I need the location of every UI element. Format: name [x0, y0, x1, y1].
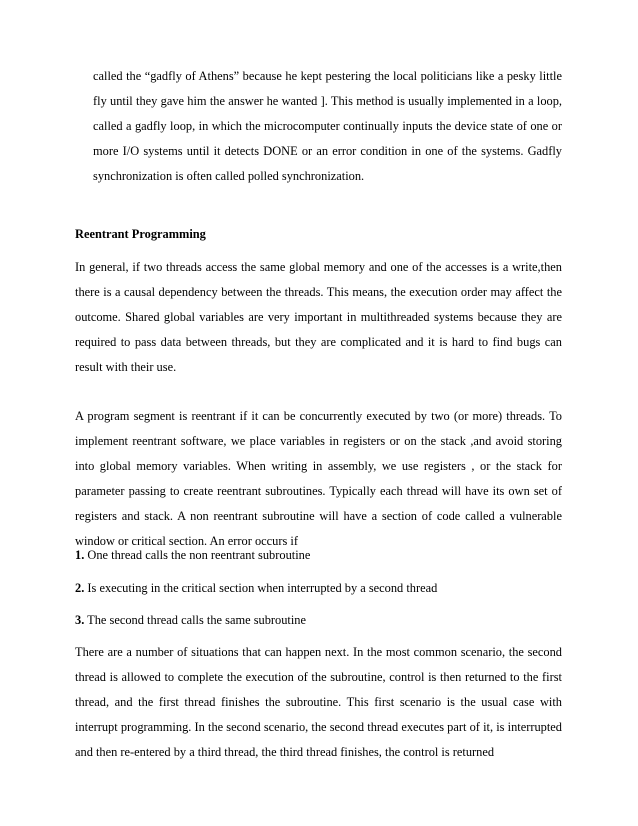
paragraph-reentrant-definition: A program segment is reentrant if it can be concurrently executed by two (or more) threads. To implement reentrant software, we place variables in registers or on the stack ,and avoid storing into global memory variables. When writing in assembly, we use registers , or the stack for parameter passing to create reentrant subroutines. Typically each thread will have its own set of registers and stack. A non reentrant subroutine will have a section of code called a vulnerable window or critical section. An error occurs if — [75, 409, 562, 548]
list-item-3 — [75, 608, 562, 633]
list-item-1 — [75, 543, 562, 568]
list-text: One thread calls the non reentrant subroutine — [84, 548, 311, 562]
paragraph-scenarios: There are a number of situations that can happen next. In the most common scenario, the second thread is allowed to complete the execution of the subroutine, control is then returned to the first thread, and the first thread finishes the subroutine. This first scenario is the usual case with interrupt programming. In the second scenario, the second thread executes part of it, is interrupted and then re-entered by a third thread, the third thread finishes, the control is returned — [75, 645, 562, 759]
list-text: The second thread calls the same subroutine — [84, 613, 306, 627]
section-heading: Reentrant Programming — [75, 227, 206, 241]
list-number: 3. — [75, 613, 85, 627]
list-number: 1. — [75, 548, 85, 562]
list-item-2 — [75, 576, 562, 601]
list-text: Is executing in the critical section when interrupted by a second thread — [84, 581, 438, 595]
paragraph-causal-dependency: In general, if two threads access the same global memory and one of the accesses is a write,then there is a causal dependency between the threads. This means, the execution order may affect the outcome. Shared global variables are very important in multithreaded systems because they are required to pass data between threads, but they are complicated and it is hard to find bugs can result with their use. — [75, 260, 562, 374]
continued-paragraph: called the “gadfly of Athens” because he kept pestering the local politicians like a pesky little fly until they gave him the answer he wanted ]. This method is usually implemented in a loop, called a gadfly loop, in which the microcomputer continually inputs the device state of one or more I/O systems until it detects DONE or an error condition in one of the systems. Gadfly synchronization is often called polled synchronization. — [93, 69, 562, 183]
list-number: 2. — [75, 581, 85, 595]
